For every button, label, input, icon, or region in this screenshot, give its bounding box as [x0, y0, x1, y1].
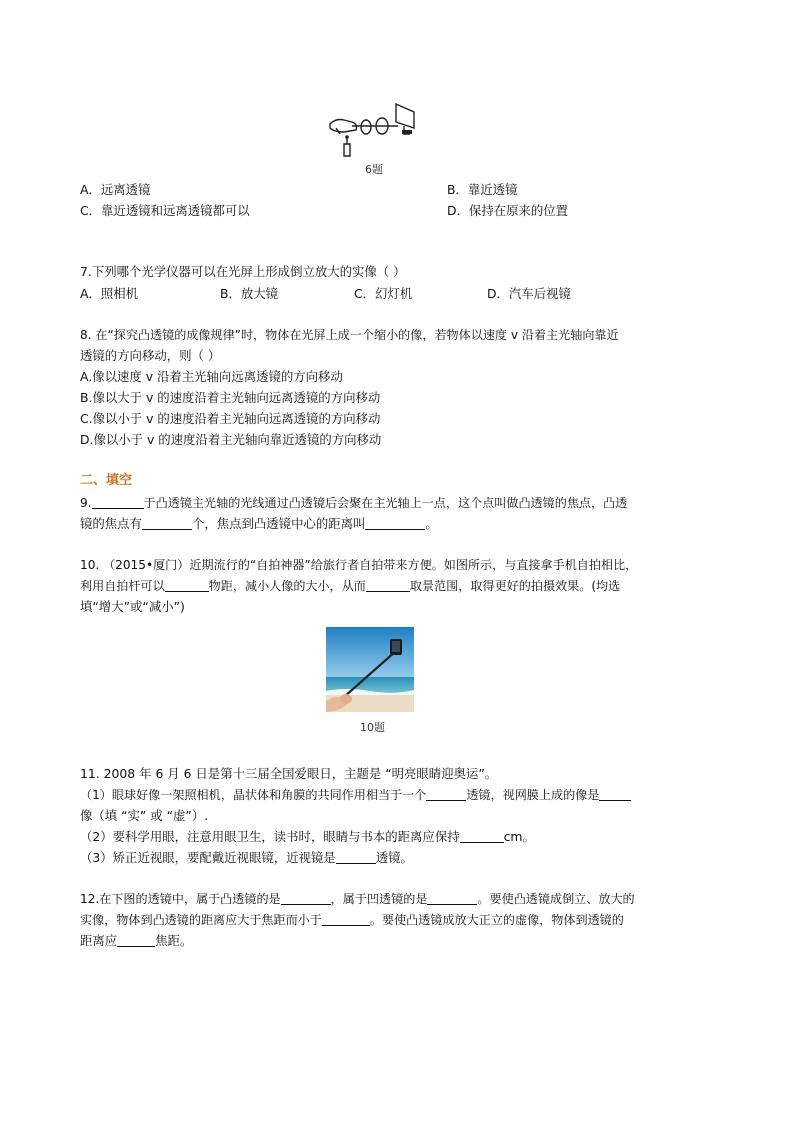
q8-option-a: A.像以速度 v 沿着主光轴向远离透镜的方向移动: [80, 369, 343, 384]
q12-blank-2: [427, 891, 477, 905]
q12-text-3: 。要使凸透镜成倒立、放大的: [477, 892, 635, 906]
q11-line2: [80, 786, 631, 804]
q12-blank-3: [322, 912, 370, 926]
q12-blank-4: [117, 933, 155, 947]
q7-stem: 7.下列哪个光学仪器可以在光屏上形成倒立放大的实像（ ）: [80, 264, 406, 279]
q11-text-1: （1）眼球好像一架照相机，晶状体和角膜的共同作用相当于一个: [80, 788, 427, 802]
q9-blank-1: [92, 495, 144, 509]
q12-text-6: 距离应: [80, 933, 118, 948]
q8-option-d: D.像以小于 v 的速度沿着主光轴向靠近透镜的方向移动: [80, 432, 382, 447]
q10-line1: 10. （2015•厦门）近期流行的“自拍神器”给旅行者自拍带来方便。如图所示，与直接拿手机自拍相比，: [80, 558, 638, 572]
q9-line1: [80, 494, 627, 512]
q9-blank-3: [365, 516, 425, 530]
q10-text-2: 物距，减小人像的大小，从而: [208, 579, 366, 593]
q10-text-3: 取景范围，取得更好的拍摄效果。(均选: [409, 579, 621, 593]
optics-experiment-figure: [322, 100, 422, 160]
q12-text-7: 焦距。: [155, 933, 193, 948]
q8-option-b: B.像以大于 v 的速度沿着主光轴向远离透镜的方向移动: [80, 390, 381, 405]
q10-line2: [80, 577, 620, 595]
q9-line2: [80, 515, 438, 533]
q11-line4: [80, 828, 535, 846]
q6-option-c: C．靠近透镜和远离透镜都可以: [80, 203, 250, 218]
q6-option-b: B．靠近透镜: [447, 182, 518, 197]
q12-line1: [80, 890, 635, 908]
q11-line5: [80, 849, 413, 867]
q11-blank-3: [460, 829, 504, 843]
q11-blank-4: [336, 850, 376, 864]
q10-line3: 填“增大”或“减小”): [80, 599, 185, 614]
q11-text-5: （3）矫正近视眼，要配戴近视眼镜，近视镜是: [80, 850, 336, 865]
selfie-stick-photo: [326, 627, 414, 712]
q11-line1: 11. 2008 年 6 月 6 日是第十三届全国爱眼日，主题是 “明亮眼睛迎奥运”。: [80, 766, 498, 781]
figure-6-caption: 6题: [365, 163, 383, 176]
q8-option-c: C.像以小于 v 的速度沿着主光轴向远离透镜的方向移动: [80, 411, 381, 426]
q11-blank-2: [599, 787, 631, 801]
q11-text-3: （2）要科学用眼，注意用眼卫生，读书时，眼睛与书本的距离应保持: [80, 829, 460, 844]
q11-text-4: cm。: [503, 829, 535, 844]
q9-text-3: 个，焦点到凸透镜中心的距离叫: [191, 516, 366, 531]
q12-text-5: 。要使凸透镜成放大正立的虚像，物体到透镜的: [369, 913, 624, 927]
q9-blank-2: [142, 516, 192, 530]
q9-number: 9.: [80, 496, 92, 510]
q12-text-2: ，属于凹透镜的是: [330, 892, 428, 906]
q12-line2: [80, 911, 624, 929]
q8-stem-line1: 8. 在“探究凸透镜的成像规律”时，物体在光屏上成一个缩小的像，若物体以速度 v 沿着主光轴向靠近: [80, 328, 619, 342]
q10-text-1: 利用自拍杆可以: [80, 579, 165, 593]
q7-option-b: B．放大镜: [220, 286, 279, 301]
section-fill-in-title: 二、填空: [80, 473, 133, 488]
q11-text-2: 透镜，视网膜上成的像是: [466, 788, 600, 802]
q12-text-1: 12.在下图的透镜中，属于凸透镜的是: [80, 892, 281, 906]
q9-text-1: 于凸透镜主光轴的光线通过凸透镜后会聚在主光轴上一点，这个点叫做凸透镜的焦点，凸透: [143, 496, 628, 510]
q11-line3: 像（填 “实” 或 “虚”）.: [80, 808, 209, 823]
q6-option-a: A．远离透镜: [80, 182, 151, 197]
q12-line3: [80, 932, 192, 950]
q9-text-2: 镜的焦点有: [80, 516, 142, 531]
q12-text-4: 实像，物体到凸透镜的距离应大于焦距而小于: [80, 913, 322, 927]
q11-text-6: 透镜。: [375, 850, 413, 865]
q12-blank-1: [281, 891, 331, 905]
q10-blank-2: [366, 578, 410, 592]
q10-blank-1: [165, 578, 209, 592]
q7-option-c: C．幻灯机: [354, 286, 413, 301]
q11-blank-1: [426, 787, 466, 801]
q7-option-a: A．照相机: [80, 286, 139, 301]
q8-stem-line2: 透镜的方向移动，则（ ）: [80, 348, 221, 363]
q6-option-d: D．保持在原来的位置: [447, 203, 569, 218]
q7-option-d: D．汽车后视镜: [487, 286, 571, 301]
figure-10-caption: 10题: [360, 721, 385, 734]
q9-text-4: 。: [425, 516, 438, 531]
